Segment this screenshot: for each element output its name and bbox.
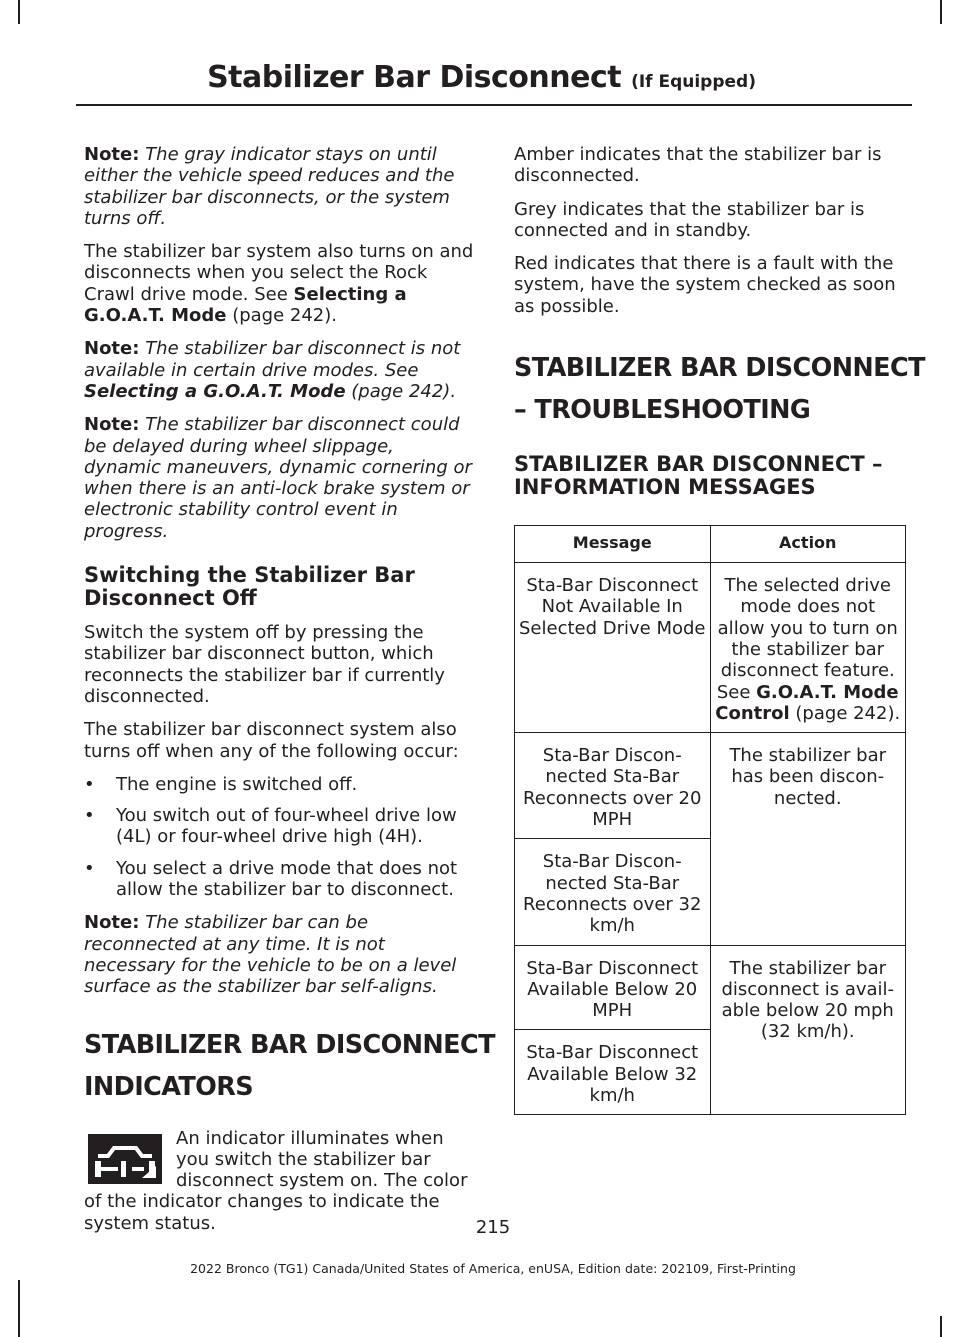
- left-column: [84, 144, 495, 1234]
- note-label: Note:: [84, 144, 140, 165]
- crop-mark-top-right: [940, 0, 942, 24]
- list-item: [84, 858, 476, 901]
- table-row: [515, 563, 906, 733]
- note-label: Note:: [84, 414, 140, 436]
- section-heading-indicators: [84, 1024, 495, 1108]
- cross-reference-link[interactable]: Selecting a G.O.A.T. Mode: [84, 283, 407, 327]
- page-reference: (page 242).: [226, 305, 338, 327]
- subheading-switching-off: Switching the Stabilizer Bar Disconnect Off: [84, 563, 415, 611]
- messages-table: [514, 525, 906, 1115]
- page-header-title: [0, 60, 756, 100]
- crop-mark-top-left: [18, 0, 20, 24]
- crop-mark-bottom-left: [18, 1280, 20, 1337]
- paragraph-switch-off: Switch the system off by pressing the stabilizer bar disconnect button, which reconnects the stabilizer bar if currently disconnected.: [84, 622, 445, 707]
- note-text: The stabilizer bar can be reconnected at any time. It is not necessary for the vehicle to be on a level surface as the stabilizer bar self-aligns.: [84, 912, 457, 998]
- list-item: [84, 774, 476, 795]
- paragraph-red: Red indicates that there is a fault with the system, have the system checked as soon as possible.: [514, 253, 896, 317]
- cross-reference-link[interactable]: Selecting a G.O.A.T. Mode: [84, 380, 346, 402]
- note-delay: [84, 414, 476, 542]
- paragraph-text: The stabilizer bar system also turns on and disconnects when you select the Rock Crawl drive mode. See: [84, 241, 474, 305]
- note-drive-modes: [84, 338, 476, 402]
- column-header-action: Action: [710, 526, 906, 563]
- note-label: Note:: [84, 338, 140, 360]
- table-row: [515, 945, 906, 1030]
- message-cell: Sta-Bar Disconnect Available Below 20 MPH: [515, 945, 711, 1030]
- section-heading-troubleshooting: [514, 347, 925, 431]
- indicator-description: An indicator illuminates when you switch the stabilizer bar disconnect system on. The color: [176, 1127, 468, 1192]
- header-rule: [76, 104, 912, 106]
- list-item-text: You select a drive mode that does not allow the stabilizer bar to disconnect.: [116, 857, 458, 901]
- heading-line: INDICATORS: [84, 1071, 254, 1102]
- note-gray-indicator: [84, 144, 476, 229]
- action-cell: [710, 563, 906, 733]
- list-item-text: You switch out of four-wheel drive low (4L) or four-wheel drive high (4H).: [116, 805, 457, 848]
- page-footer: 2022 Bronco (TG1) Canada/United States of America, enUSA, Edition date: 202109, First-Printing: [190, 1261, 796, 1276]
- page-number: 215: [475, 1217, 511, 1238]
- list-item: [84, 805, 476, 848]
- list-item-text: The engine is switched off.: [116, 773, 358, 795]
- stabilizer-bar-icon: [88, 1134, 162, 1184]
- message-cell: Sta-Bar Discon-nected Sta-Bar Reconnects over 20 MPH: [515, 733, 711, 839]
- header-qualifier: (If Equipped): [631, 72, 756, 92]
- heading-line: STABILIZER BAR DISCONNECT: [84, 1029, 495, 1060]
- bullet-list: [84, 774, 476, 900]
- message-cell: Sta-Bar Disconnect Available Below 32 km/h: [515, 1030, 711, 1115]
- message-cell: Sta-Bar Disconnect Not Available In Selected Drive Mode: [515, 563, 711, 733]
- table-header-row: [515, 526, 906, 563]
- header-title-text: Stabilizer Bar Disconnect: [207, 60, 622, 95]
- paragraph-grey: Grey indicates that the stabilizer bar is connected and in standby.: [514, 198, 865, 241]
- table-row: [515, 733, 906, 839]
- page-reference: (page 242).: [345, 380, 457, 402]
- bullet-glyph: •: [84, 857, 95, 879]
- note-reconnect: [84, 912, 476, 997]
- indicator-description-continued: of the indicator changes to indicate the system status.: [84, 1191, 440, 1234]
- bullet-glyph: •: [84, 773, 95, 795]
- action-cell: The stabilizer bar disconnect is avail-able below 20 mph (32 km/h).: [710, 945, 906, 1115]
- paragraph-rock-crawl: [84, 241, 476, 326]
- paragraph-amber: Amber indicates that the stabilizer bar is disconnected.: [514, 144, 882, 187]
- column-header-message: Message: [515, 526, 711, 563]
- subheading-information-messages: STABILIZER BAR DISCONNECT – INFORMATION MESSAGES: [514, 452, 883, 500]
- action-cell: The stabilizer bar has been discon-nected.: [710, 733, 906, 945]
- heading-line: STABILIZER BAR DISCONNECT: [514, 353, 925, 384]
- paragraph-turns-off: The stabilizer bar disconnect system also turns off when any of the following occur:: [84, 719, 459, 762]
- note-label: Note:: [84, 912, 140, 934]
- note-text: The stabilizer bar disconnect is not available in certain drive modes. See: [84, 338, 461, 381]
- crop-mark-bottom-right: [940, 1316, 942, 1337]
- message-cell: Sta-Bar Discon-nected Sta-Bar Reconnects over 32 km/h: [515, 839, 711, 945]
- right-column: [514, 144, 925, 1115]
- page-reference: (page 242).: [789, 702, 901, 724]
- note-text: The stabilizer bar disconnect could be delayed during wheel slippage, dynamic maneuvers, dynamic cornering or when there is an anti-lock brake system or electronic stability control event in progress.: [84, 414, 472, 542]
- note-text: The gray indicator stays on until either the vehicle speed reduces and the stabilizer bar disconnects, or the system turns off.: [84, 144, 455, 229]
- bullet-glyph: •: [84, 805, 95, 827]
- cross-reference-link[interactable]: G.O.A.T. Mode Control: [715, 681, 899, 724]
- heading-line: – TROUBLESHOOTING: [514, 395, 811, 426]
- action-text: The selected drive mode does not allow you to turn on the stabilizer bar disconnect feature. See: [716, 575, 898, 703]
- stabilizer-bar-icon-graphic: [88, 1134, 162, 1184]
